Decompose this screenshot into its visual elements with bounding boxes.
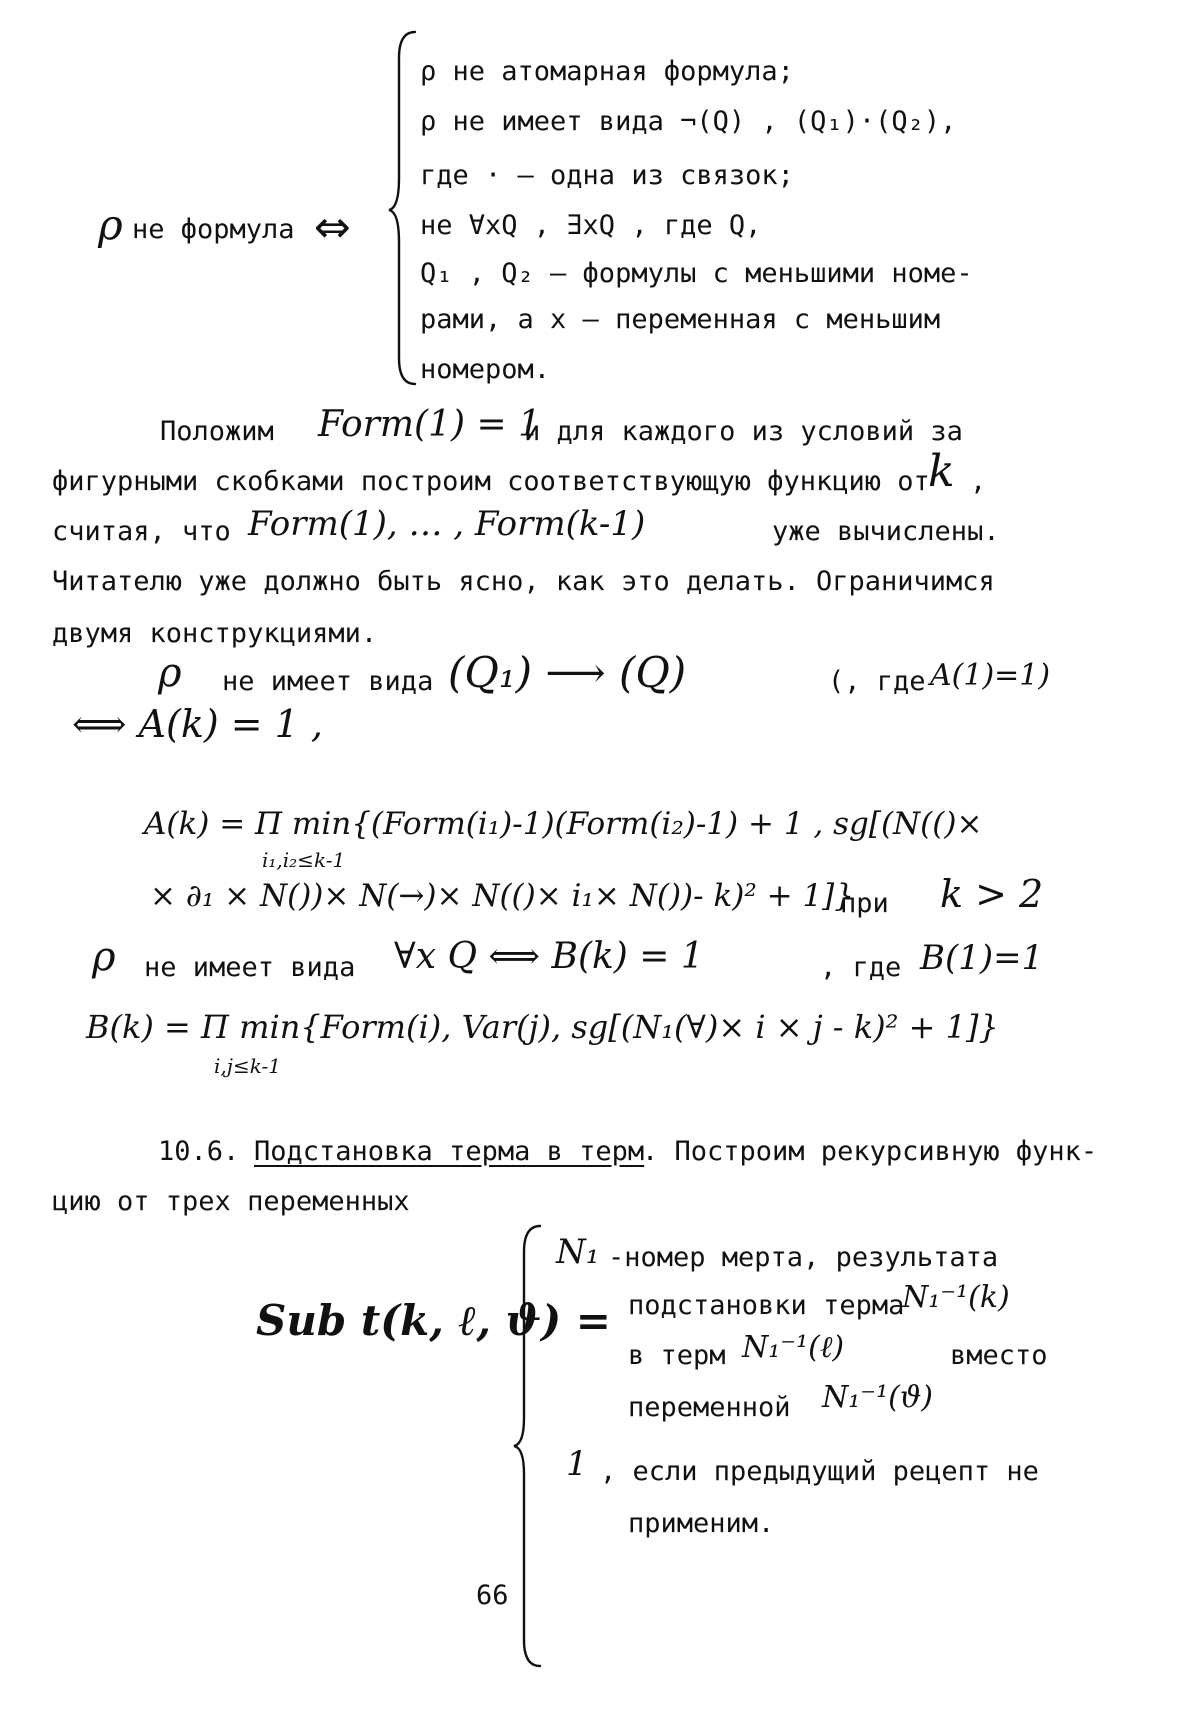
def-left-brace <box>385 28 425 390</box>
para1-line4: Читателю уже должно быть ясно, как это делать. Ограничимся <box>52 566 995 597</box>
subt-case1-line4-a: переменной <box>628 1392 791 1423</box>
subt-lhs: Sub t(k, ℓ, ϑ) = <box>256 1296 611 1345</box>
subt-case1-line3-a: в терм <box>628 1340 726 1371</box>
para1-line1-formula: Form(1) = 1 <box>318 404 541 445</box>
subt-case1-line1: -номер мерта, результата <box>608 1242 999 1273</box>
subt-case1-line3-f: N₁⁻¹(ℓ) <box>742 1330 845 1365</box>
def-lhs-rho: ρ <box>98 200 123 249</box>
subt-case2-line1: , если предыдущий рецепт не <box>600 1456 1039 1487</box>
section-text-1: . Построим рекурсивную функ- <box>642 1136 1098 1167</box>
def-line-6: рами, а x – переменная с меньшим <box>420 304 941 335</box>
subt-case1-symbol: N₁ <box>556 1232 600 1272</box>
para1-line2-b: , <box>970 466 987 497</box>
construct-b-rho: ρ <box>92 934 116 980</box>
para1-line2-k: k <box>928 446 955 497</box>
para1-line1-b: и для каждого из условий за <box>524 416 963 447</box>
section-number: 10.6. <box>158 1136 240 1167</box>
construct-a-text: не имеет вида <box>222 666 434 697</box>
construct-b-base: B(1)=1 <box>920 938 1044 978</box>
subt-case1-line4-f: N₁⁻¹(ϑ) <box>822 1380 933 1415</box>
def-line-1: ρ не атомарная формула; <box>420 56 794 87</box>
page-number: 66 <box>476 1580 509 1611</box>
para1-line5: двумя конструкциями. <box>52 618 378 649</box>
subt-left-brace <box>510 1222 550 1672</box>
def-line-3: где · – одна из связок; <box>420 160 794 191</box>
construct-a-iff: ⟺ A(k) = 1 , <box>72 702 324 746</box>
construct-a-when: при <box>840 888 889 919</box>
subt-case1-line2-a: подстановки терма <box>628 1290 905 1321</box>
def-line-4: не ∀xQ , ∃xQ , где Q, <box>420 210 762 241</box>
construct-a-formula: (Q₁) ⟶ (Q) <box>448 648 687 697</box>
para1-line3-b: уже вычислены. <box>772 516 1000 547</box>
construct-b-formula-full: B(k) = Π min{Form(i), Var(j), sg[(N₁(∀)× i × j - k)² + 1]} <box>86 1008 999 1046</box>
def-line-7: номером. <box>420 354 551 385</box>
para1-line3-formula: Form(1), … , Form(k-1) <box>248 504 646 544</box>
construct-a-base: A(1)=1) <box>930 658 1051 693</box>
construct-a-rho: ρ <box>158 650 182 696</box>
subt-case2-symbol: 1 <box>566 1444 588 1484</box>
construct-a-cond: k > 2 <box>940 872 1044 916</box>
def-lhs-text: не формула <box>132 214 295 245</box>
section-text-2: цию от трех переменных <box>52 1186 410 1217</box>
construct-b-where: , где <box>820 952 902 983</box>
subt-case2-line2: применим. <box>628 1508 775 1539</box>
para1-line3-a: считая, что <box>52 516 231 547</box>
construct-b-formula: ∀x Q ⟺ B(k) = 1 <box>394 936 704 977</box>
construct-a-formula-1: A(k) = Π min{(Form(i₁)-1)(Form(i₂)-1) + 1 , sg[(N(()× <box>144 806 983 842</box>
section-title: Подстановка терма в терм <box>254 1136 645 1167</box>
construct-a-formula-2: × ∂₁ × N())× N(→)× N(()× i₁× N())- k)² + 1]} <box>150 878 854 914</box>
para1-line1-a: Положим <box>160 416 274 447</box>
subt-case1-line2-f: N₁⁻¹(k) <box>902 1280 1010 1315</box>
para1-line2-a: фигурными скобками построим соответствующую функцию от <box>52 466 930 497</box>
construct-b-text: не имеет вида <box>144 952 356 983</box>
construct-a-where: (, где <box>828 666 926 697</box>
construct-a-formula-1-sub: i₁,i₂≤k-1 <box>262 848 346 872</box>
construct-b-formula-sub: i,j≤k-1 <box>214 1054 281 1078</box>
def-line-5: Q₁ , Q₂ – формулы с меньшими номе- <box>420 258 973 289</box>
iff-symbol: ⇔ <box>314 202 351 253</box>
subt-case1-line3-b: вместо <box>950 1340 1048 1371</box>
def-line-2: ρ не имеет вида ¬(Q) , (Q₁)·(Q₂), <box>420 106 957 137</box>
